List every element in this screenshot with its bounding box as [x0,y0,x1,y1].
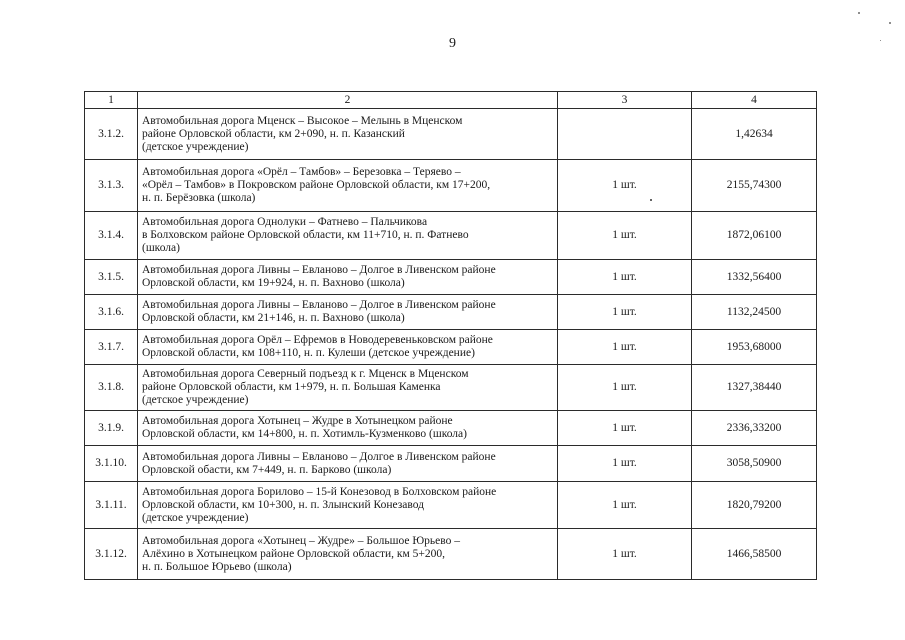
quantity-cell [558,109,692,160]
column-header: 1 [85,92,138,109]
quantity-cell: 1 шт. [558,411,692,446]
value-cell: 1332,56400 [692,260,817,295]
road-description-cell: Автомобильная дорога Северный подъезд к г. Мценск в Мценском районе Орловской области, км 1+979, н. п. Большая Каменка (детское учреждение) [138,365,558,411]
row-number-cell: 3.1.10. [85,446,138,482]
table-row [85,529,817,580]
scan-speck [858,12,860,14]
row-number-cell: 3.1.5. [85,260,138,295]
quantity-cell: 1 шт. [558,212,692,260]
column-header: 3 [558,92,692,109]
scan-speck [889,22,891,24]
value-cell: 1132,24500 [692,295,817,330]
row-number-cell: 3.1.9. [85,411,138,446]
row-number-cell: 3.1.3. [85,160,138,212]
table-row [85,295,817,330]
quantity-cell: 1 шт. [558,295,692,330]
road-description-cell: Автомобильная дорога Ливны – Евланово – Долгое в Ливенском районе Орловской обасти, км 7+449, н. п. Барково (школа) [138,446,558,482]
table-row [85,109,817,160]
row-number-cell: 3.1.12. [85,529,138,580]
road-description-cell: Автомобильная дорога Ливны – Евланово – Долгое в Ливенском районе Орловской области, км 21+146, н. п. Вахново (школа) [138,295,558,330]
column-header: 4 [692,92,817,109]
road-description-cell: Автомобильная дорога «Орёл – Тамбов» – Березовка – Теряево – «Орёл – Тамбов» в Покровском районе Орловской области, км 17+200, н. п. Берёзовка (школа) [138,160,558,212]
value-cell: 1953,68000 [692,330,817,365]
quantity-cell: 1 шт. [558,160,692,212]
table-row [85,260,817,295]
table-row [85,411,817,446]
row-number-cell: 3.1.7. [85,330,138,365]
row-number-cell: 3.1.11. [85,482,138,529]
table-row [85,212,817,260]
column-header: 2 [138,92,558,109]
quantity-cell: 1 шт. [558,260,692,295]
table-row [85,330,817,365]
quantity-cell: 1 шт. [558,330,692,365]
road-description-cell: Автомобильная дорога Орёл – Ефремов в Новодеревеньковском районе Орловской области, км 108+110, н. п. Кулеши (детское учреждение) [138,330,558,365]
row-number-cell: 3.1.6. [85,295,138,330]
table-row [85,160,817,212]
scan-speck [650,199,652,201]
value-cell: 1466,58500 [692,529,817,580]
quantity-cell: 1 шт. [558,365,692,411]
road-description-cell: Автомобильная дорога Мценск – Высокое – Мелынь в Мценском районе Орловской области, км 2+090, н. п. Казанский (детское учреждение) [138,109,558,160]
value-cell: 1,42634 [692,109,817,160]
page-number: 9 [449,36,456,51]
road-description-cell: Автомобильная дорога Однолуки – Фатнево – Пальчикова в Болховском районе Орловской области, км 11+710, н. п. Фатнево (школа) [138,212,558,260]
table-row [85,446,817,482]
road-description-cell: Автомобильная дорога Ливны – Евланово – Долгое в Ливенском районе Орловской области, км 19+924, н. п. Вахново (школа) [138,260,558,295]
row-number-cell: 3.1.4. [85,212,138,260]
value-cell: 1872,06100 [692,212,817,260]
value-cell: 1327,38440 [692,365,817,411]
quantity-cell: 1 шт. [558,529,692,580]
document-table [84,91,817,580]
table-header-row [85,92,817,109]
table-row [85,365,817,411]
road-description-cell: Автомобильная дорога «Хотынец – Жудре» – Большое Юрьево – Алёхино в Хотынецком районе Орловской области, км 5+200, н. п. Большое Юрьево (школа) [138,529,558,580]
quantity-cell: 1 шт. [558,482,692,529]
value-cell: 3058,50900 [692,446,817,482]
value-cell: 2155,74300 [692,160,817,212]
road-description-cell: Автомобильная дорога Борилово – 15-й Конезовод в Болховском районе Орловской области, км 10+300, н. п. Злынский Конезавод (детское учреждение) [138,482,558,529]
road-description-cell: Автомобильная дорога Хотынец – Жудре в Хотынецком районе Орловской области, км 14+800, н. п. Хотимль-Кузменково (школа) [138,411,558,446]
row-number-cell: 3.1.2. [85,109,138,160]
value-cell: 1820,79200 [692,482,817,529]
value-cell: 2336,33200 [692,411,817,446]
row-number-cell: 3.1.8. [85,365,138,411]
table-row [85,482,817,529]
quantity-cell: 1 шт. [558,446,692,482]
